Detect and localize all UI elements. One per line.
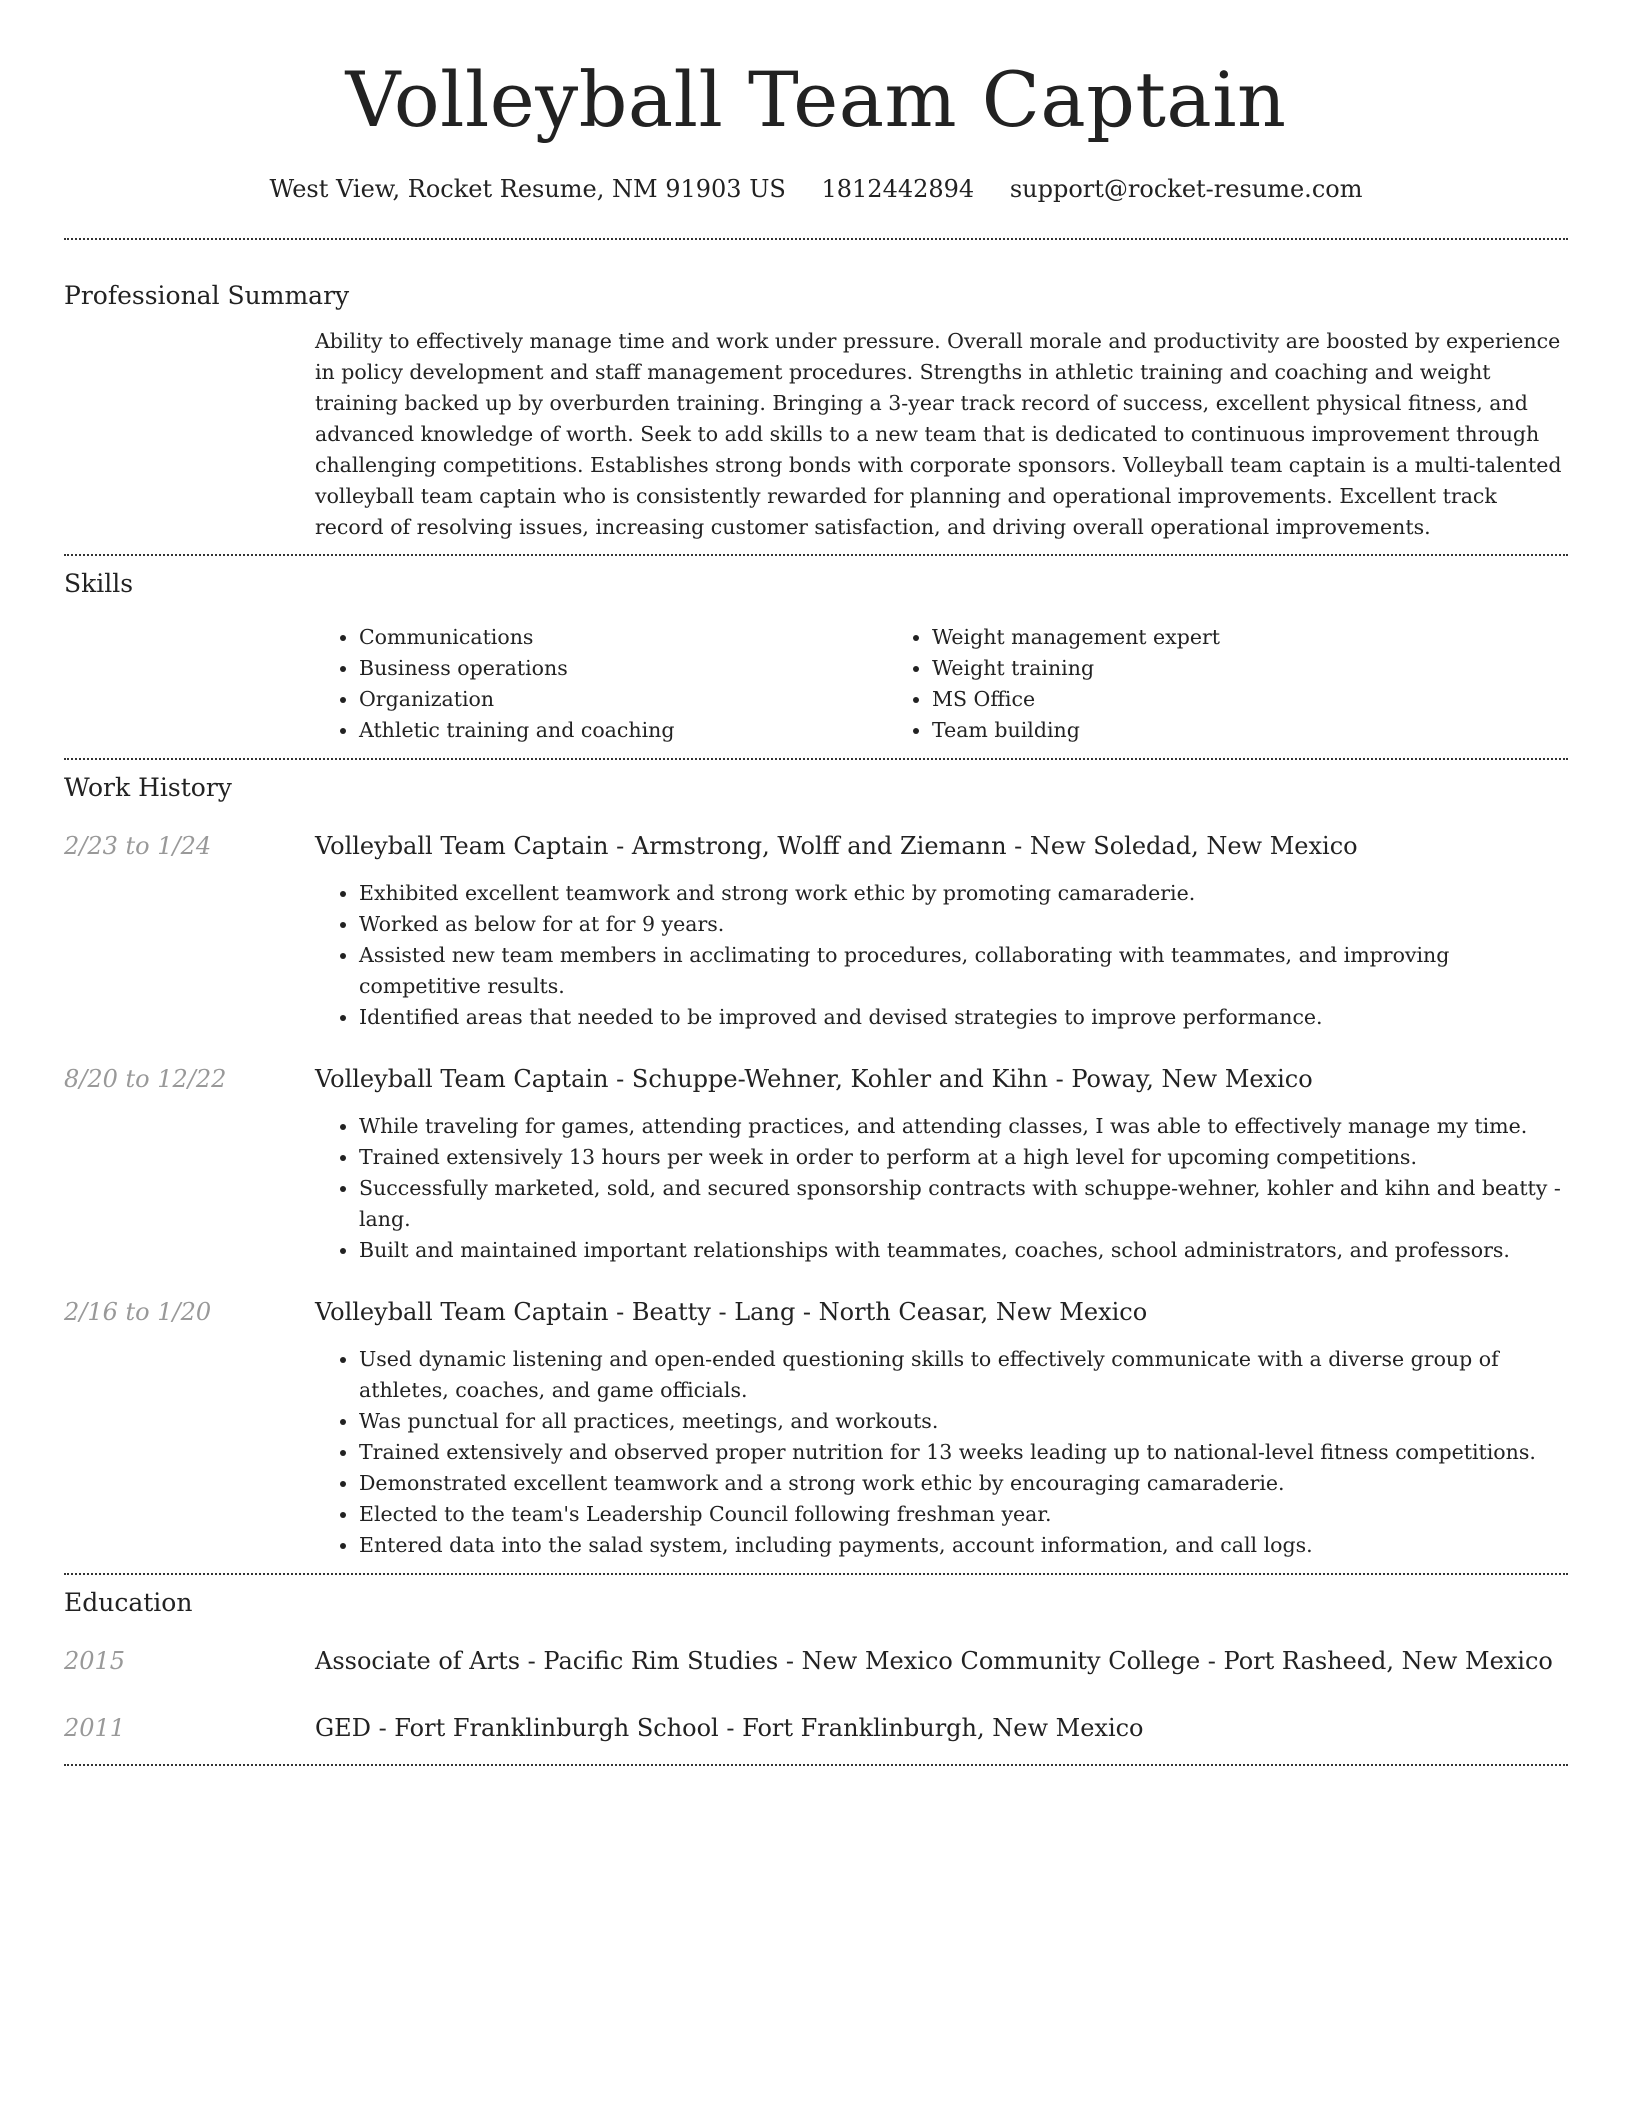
job-bullet: • Exhibited excellent teamwork and strong work ethic by promoting camaraderie. xyxy=(359,878,1568,909)
job-bullet: • Elected to the team's Leadership Council following freshman year. xyxy=(359,1499,1568,1530)
skill-item: • Business operations xyxy=(359,653,888,684)
skill-item: • Communications xyxy=(359,622,888,653)
job-heading: Volleyball Team Captain - Schuppe-Wehner, Kohler and Kihn - Poway, New Mexico xyxy=(315,1065,1313,1093)
work-title: Work History xyxy=(64,773,232,802)
job-bullet: • Identified areas that needed to be improved and devised strategies to improve performance. xyxy=(359,1002,1568,1033)
education-year: 2011 xyxy=(64,1714,126,1742)
job-dates: 8/20 to 12/22 xyxy=(64,1065,227,1093)
job-entry xyxy=(64,1296,1568,1561)
job-heading: Volleyball Team Captain - Beatty - Lang - North Ceasar, New Mexico xyxy=(315,1298,1148,1326)
job-bullet: • Trained extensively and observed proper nutrition for 13 weeks leading up to national-level fitness competitions. xyxy=(359,1437,1568,1468)
education-section xyxy=(64,1575,1568,1744)
job-bullets xyxy=(315,1111,1568,1266)
skills-title: Skills xyxy=(64,569,134,598)
education-heading: Associate of Arts - Pacific Rim Studies - New Mexico Community College - Port Rasheed, New Mexico xyxy=(315,1647,1553,1675)
education-heading: GED - Fort Franklinburgh School - Fort Franklinburgh, New Mexico xyxy=(315,1714,1144,1742)
education-divider xyxy=(64,1764,1568,1766)
summary-title: Professional Summary xyxy=(64,281,350,310)
job-bullets xyxy=(315,1344,1568,1561)
education-year: 2015 xyxy=(64,1647,126,1675)
job-bullet: • Demonstrated excellent teamwork and a strong work ethic by encouraging camaraderie. xyxy=(359,1468,1568,1499)
job-bullet: • Successfully marketed, sold, and secured sponsorship contracts with schuppe-wehner, kohler and kihn and beatty - lang. xyxy=(359,1173,1568,1235)
contact-line xyxy=(64,174,1568,204)
resume-name: Volleyball Team Captain xyxy=(345,55,1287,144)
job-dates: 2/16 to 1/20 xyxy=(64,1298,212,1326)
skills-list-right xyxy=(888,622,1568,746)
skill-item: • Organization xyxy=(359,684,888,715)
contact-email: support@rocket-resume.com xyxy=(1009,175,1363,203)
job-bullets xyxy=(315,878,1568,1033)
job-heading: Volleyball Team Captain - Armstrong, Wolff and Ziemann - New Soledad, New Mexico xyxy=(315,832,1358,860)
job-bullet: • Built and maintained important relationships with teammates, coaches, school administrators, and professors. xyxy=(359,1235,1568,1266)
education-entry xyxy=(64,1712,1568,1744)
resume-page xyxy=(64,0,1568,1766)
contact-phone: 1812442894 xyxy=(821,175,975,203)
job-bullet: • Entered data into the salad system, including payments, account information, and call logs. xyxy=(359,1530,1568,1561)
job-bullet: • Trained extensively 13 hours per week in order to perform at a high level for upcoming competitions. xyxy=(359,1142,1568,1173)
job-bullet: • Used dynamic listening and open-ended questioning skills to effectively communicate with a diverse group of athletes, coaches, and game officials. xyxy=(359,1344,1568,1406)
work-section xyxy=(64,760,1568,1561)
skills-list-left xyxy=(315,622,888,746)
skills-section xyxy=(64,556,1568,746)
summary-section xyxy=(64,240,1568,543)
skill-item: • Team building xyxy=(932,715,1568,746)
job-bullet: • Worked as below for at for 9 years. xyxy=(359,909,1568,940)
skill-item: • MS Office xyxy=(932,684,1568,715)
skill-item: • Athletic training and coaching xyxy=(359,715,888,746)
contact-address: West View, Rocket Resume, NM 91903 US xyxy=(269,175,786,203)
job-entry xyxy=(64,1063,1568,1266)
job-entry xyxy=(64,830,1568,1033)
job-bullet: • While traveling for games, attending practices, and attending classes, I was able to effectively manage my time. xyxy=(359,1111,1568,1142)
job-bullet: • Was punctual for all practices, meetings, and workouts. xyxy=(359,1406,1568,1437)
education-title: Education xyxy=(64,1588,193,1617)
job-dates: 2/23 to 1/24 xyxy=(64,832,212,860)
skill-item: • Weight management expert xyxy=(932,622,1568,653)
job-bullet: • Assisted new team members in acclimating to procedures, collaborating with teammates, and improving competitive results. xyxy=(359,940,1568,1002)
skill-item: • Weight training xyxy=(932,653,1568,684)
education-entry xyxy=(64,1645,1568,1677)
summary-text: Ability to effectively manage time and work under pressure. Overall morale and productivity are boosted by experience in policy development and staff management procedures. Strengths in athletic training and coaching and weight training backed up by overburden training. Bringing a 3-year track record of success, excellent physical fitness, and advanced knowledge of worth. Seek to add skills to a new team that is dedicated to continuous improvement through challenging competitions. Establishes strong bonds with corporate sponsors. Volleyball team captain is a multi-talented volleyball team captain who is consistently rewarded for planning and operational improvements. Excellent track record of resolving issues, increasing customer satisfaction, and driving overall operational improvements. xyxy=(315,329,1562,539)
